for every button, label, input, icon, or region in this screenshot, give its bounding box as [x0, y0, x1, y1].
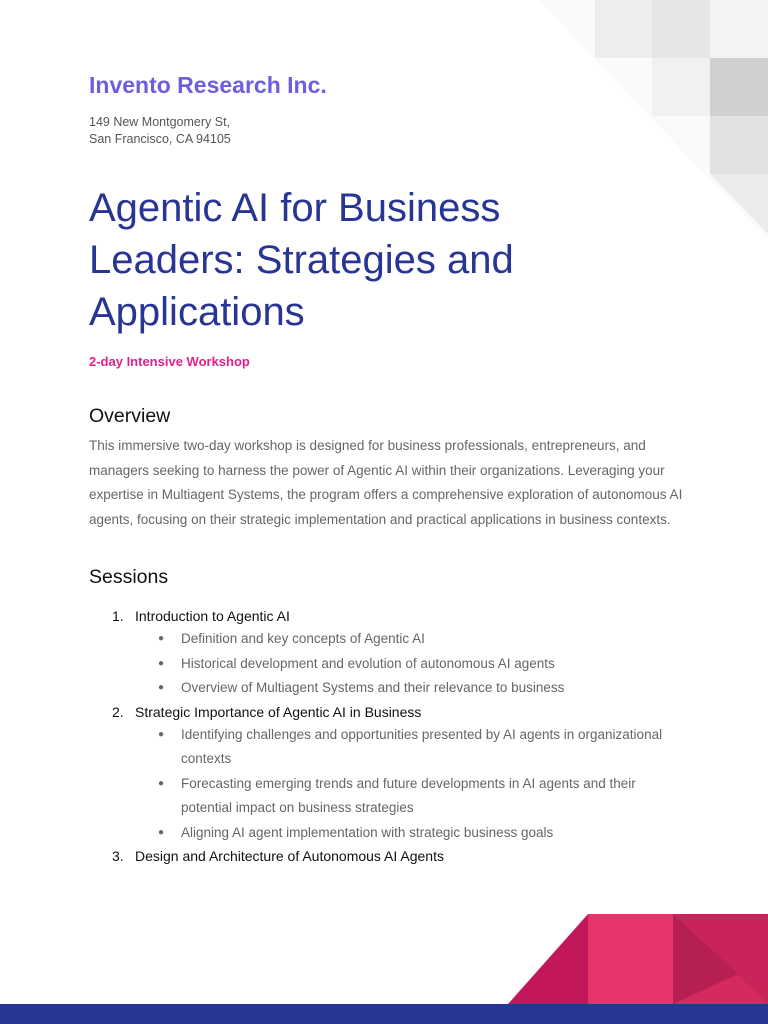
- overview-heading: Overview: [89, 405, 171, 427]
- sessions-list: [89, 605, 689, 867]
- session-point: ● Aligning AI agent implementation with strategic business goals: [181, 821, 681, 846]
- session-point: ● Overview of Multiagent Systems and their relevance to business: [181, 676, 681, 701]
- content: [89, 70, 689, 867]
- session-point: ● Identifying challenges and opportunities presented by AI agents in organizational contexts: [181, 723, 681, 772]
- session-point: ● Definition and key concepts of Agentic AI: [181, 627, 681, 652]
- bullet-icon: ●: [158, 682, 165, 693]
- address-line-2: San Francisco, CA 94105: [89, 132, 231, 146]
- document-subtitle: 2-day Intensive Workshop: [89, 354, 250, 369]
- document-title: Agentic AI for Business Leaders: Strategies and Applications: [89, 186, 514, 334]
- session-points: [135, 627, 689, 701]
- bullet-icon: ●: [158, 633, 165, 644]
- company-address: [89, 114, 689, 148]
- session-number: 2.: [112, 703, 124, 720]
- session-item: [112, 605, 689, 701]
- bullet-icon: ●: [158, 657, 165, 669]
- company-name: Invento Research Inc.: [89, 72, 327, 98]
- bottom-bar: [0, 1004, 768, 1024]
- session-title: Introduction to Agentic AI: [135, 608, 290, 624]
- session-point: ● Historical development and evolution of autonomous AI agents: [181, 652, 681, 677]
- session-title: Design and Architecture of Autonomous AI Agents: [135, 848, 444, 864]
- bullet-icon: ●: [158, 728, 165, 740]
- overview-text: This immersive two-day workshop is designed for business professionals, entrepreneurs, and managers seeking to harness the power of Agentic AI within their organizations. Leveraging your expertise in Multiagent Systems, the program offers a comprehensive exploration of autonomous AI agents, focusing on their strategic implementation and practical applications in business contexts.: [89, 438, 683, 527]
- sessions-heading: Sessions: [89, 566, 169, 588]
- session-item: [112, 701, 689, 846]
- session-point: ● Forecasting emerging trends and future developments in AI agents and their potential impact on business strategies: [181, 772, 681, 821]
- session-title: Strategic Importance of Agentic AI in Business: [135, 703, 422, 720]
- session-points: [135, 723, 689, 846]
- bullet-icon: ●: [158, 777, 165, 789]
- decorative-triangles: [508, 914, 768, 1004]
- bullet-icon: ●: [158, 826, 165, 838]
- session-number: 1.: [112, 608, 124, 624]
- session-number: 3.: [112, 848, 124, 864]
- session-item: [112, 845, 689, 867]
- address-line-1: 149 New Montgomery St,: [89, 115, 231, 129]
